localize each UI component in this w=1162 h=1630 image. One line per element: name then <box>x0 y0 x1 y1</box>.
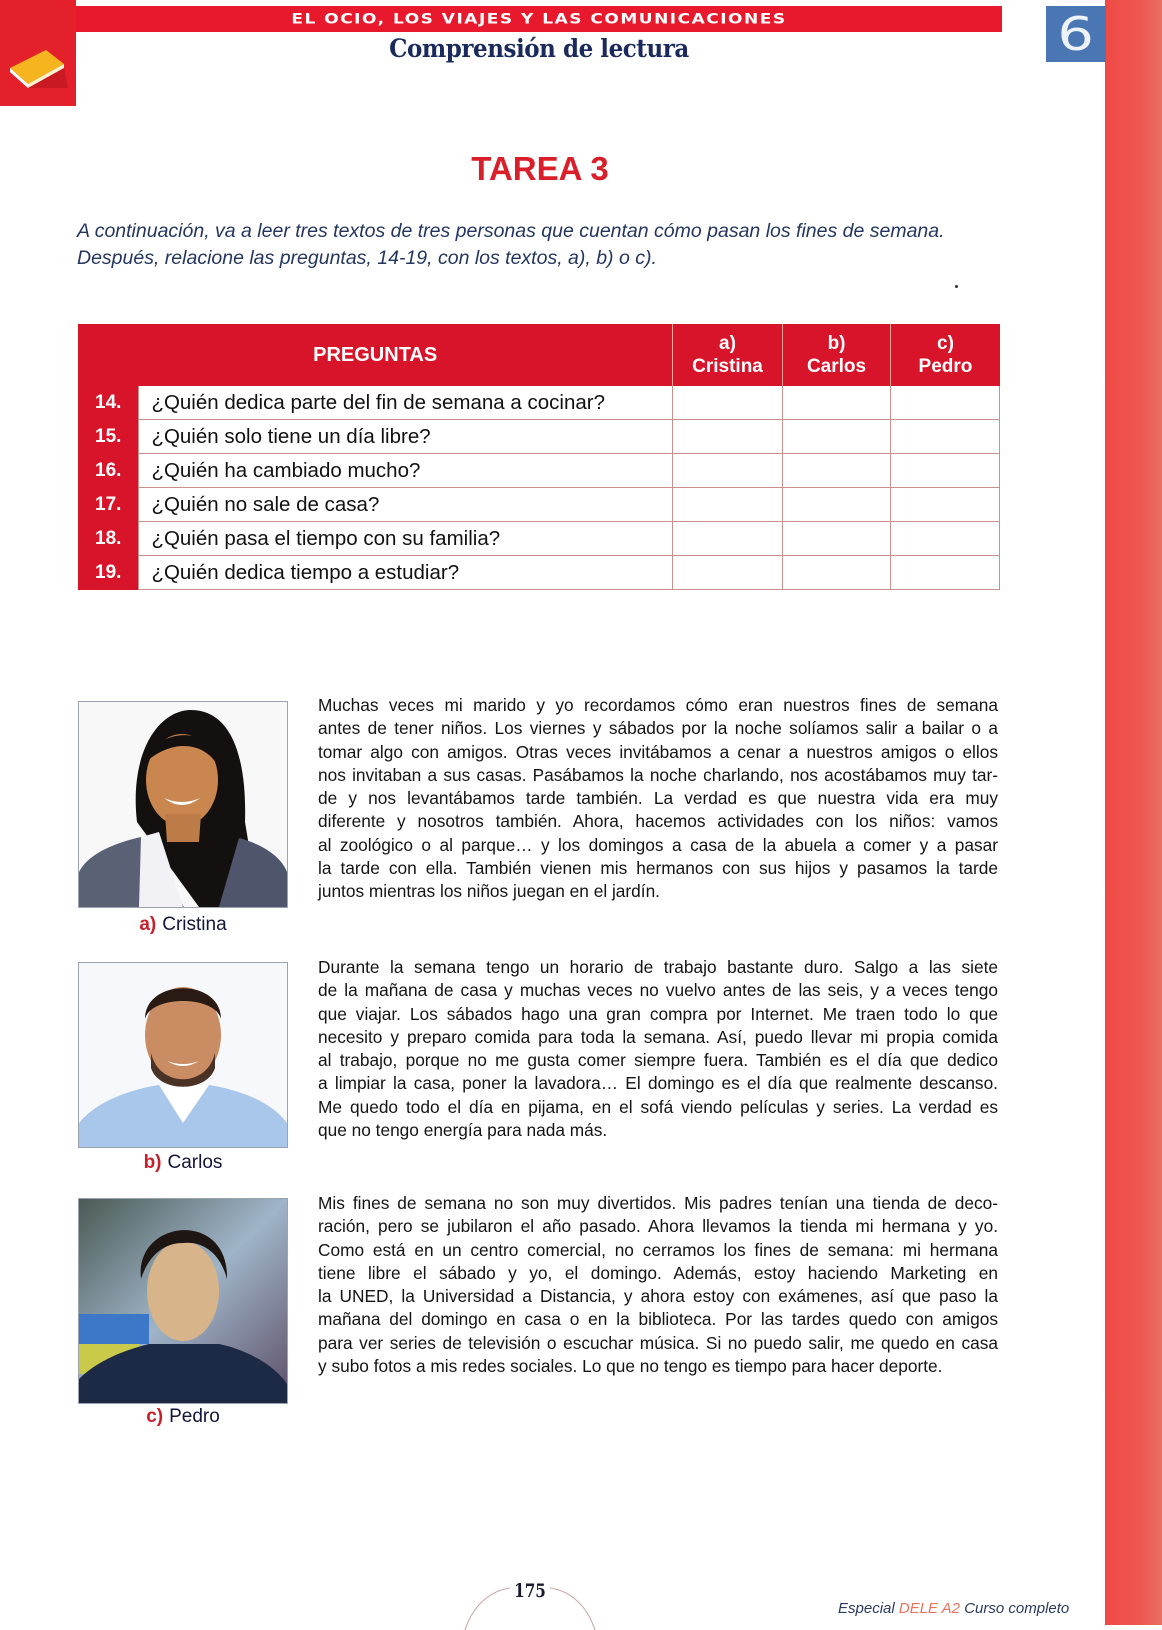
header-col-pedro: c) Pedro <box>891 324 1000 386</box>
table-row <box>78 420 1000 454</box>
story-line: la tarde con ella. También vienen mis hermanos con sus hijos y pasamos la tarde <box>318 858 998 879</box>
story-line: Me quedo todo el día en pijama, en el sofá viendo películas y series. La verdad es <box>318 1096 998 1117</box>
table-row <box>78 556 1000 590</box>
answer-cell-cristina[interactable] <box>673 420 782 454</box>
question-text: ¿Quién no sale de casa? <box>139 488 673 522</box>
answer-cell-pedro[interactable] <box>891 488 1000 522</box>
caption-letter: c) <box>146 1406 164 1427</box>
page-edge-stripe <box>1105 0 1162 1625</box>
table-row <box>78 386 1000 420</box>
table-row <box>78 454 1000 488</box>
book-icon-block <box>0 0 76 106</box>
table-row <box>78 522 1000 556</box>
stray-dot <box>955 285 958 288</box>
portrait-young-man-icon <box>79 1199 287 1403</box>
story-line: Como está en un centro comercial, no cerramos los fines de semana: mi hermana <box>318 1239 998 1260</box>
question-number: 19. <box>78 556 139 590</box>
story-line: que viajar. Los sábados hago una gran compra por Internet. Me traen todo lo que <box>318 1003 998 1024</box>
answer-cell-carlos[interactable] <box>782 522 891 556</box>
question-number: 16. <box>78 454 139 488</box>
story-line: ración, pero se jubilaron el año pasado. Ahora llevamos la tienda mi hermana y yo. <box>318 1216 998 1237</box>
caption-name: Pedro <box>169 1406 220 1427</box>
footer-brand: DELE A2 <box>898 1600 961 1617</box>
section-title: Comprensión de lectura <box>389 34 689 63</box>
story-line: juntos mientras los niños juegan en el jardín. <box>318 881 660 902</box>
answer-cell-carlos[interactable] <box>782 556 891 590</box>
footer-prefix: Especial <box>838 1600 895 1617</box>
unit-banner-text: EL OCIO, LOS VIAJES Y LAS COMUNICACIONES <box>291 10 787 28</box>
story-line: de la mañana de casa y muchas veces no vuelvo antes de las seis, y a veces tengo <box>318 980 998 1001</box>
story-line: Mis fines de semana no son muy divertidos. Mis padres tenían una tienda de deco- <box>318 1193 998 1213</box>
question-text: ¿Quién dedica parte del fin de semana a cocinar? <box>139 386 673 420</box>
book-icon <box>6 44 68 88</box>
caption-name: Cristina <box>162 914 227 935</box>
story-line: diferente y nosotros también. Ahora, hacemos actividades con los niños: vamos <box>318 811 998 832</box>
answer-cell-pedro[interactable] <box>891 386 1000 420</box>
unit-banner <box>76 6 1002 32</box>
header-preguntas: PREGUNTAS <box>78 324 673 386</box>
answer-cell-cristina[interactable] <box>673 522 782 556</box>
question-number: 17. <box>78 488 139 522</box>
story-line: a limpiar la casa, poner la lavadora… El domingo es el día que realmente descanso. <box>318 1073 998 1094</box>
answer-cell-pedro[interactable] <box>891 420 1000 454</box>
question-number: 18. <box>78 522 139 556</box>
caption-carlos <box>78 1152 288 1174</box>
story-line: la UNED, la Universidad a Distancia, y ahora estoy con exámenes, así que paso la <box>318 1286 998 1307</box>
story-line: que no tengo energía para nada más. <box>318 1120 608 1141</box>
answer-cell-cristina[interactable] <box>673 454 782 488</box>
story-line: tiene libre el sábado y yo, el domingo. Además, estoy haciendo Marketing en <box>318 1262 998 1283</box>
portrait-man-icon <box>79 963 287 1147</box>
story-line: nos invitaban a sus casas. Pasábamos la noche charlando, nos acostábamos muy tar- <box>318 764 998 785</box>
header-col-cristina: a) Cristina <box>673 324 782 386</box>
question-text: ¿Quién ha cambiado mucho? <box>139 454 673 488</box>
chapter-badge <box>1046 6 1106 62</box>
story-line: necesito y preparo comida para toda la semana. Así, puedo llevar mi propia comida <box>318 1026 998 1047</box>
answer-cell-pedro[interactable] <box>891 454 1000 488</box>
story-line: Durante la semana tengo un horario de trabajo bastante duro. Salgo a las siete <box>318 957 998 977</box>
answer-cell-cristina[interactable] <box>673 386 782 420</box>
photo-pedro <box>78 1198 288 1404</box>
story-line: para ver series de televisión o escuchar música. Si no puedo salir, me quedo en casa <box>318 1332 998 1353</box>
story-line: y subo fotos a mis redes sociales. Lo que no tengo es tiempo para hacer deporte. <box>318 1356 943 1377</box>
answer-cell-carlos[interactable] <box>782 488 891 522</box>
answer-cell-carlos[interactable] <box>782 420 891 454</box>
header-col-carlos: b) Carlos <box>782 324 891 386</box>
answer-cell-cristina[interactable] <box>673 488 782 522</box>
story-line: mañana del domingo en casa o en la biblioteca. Por las tardes quedo con amigos <box>318 1309 998 1330</box>
footer-suffix: Curso completo <box>964 1600 1070 1617</box>
question-text: ¿Quién dedica tiempo a estudiar? <box>139 556 673 590</box>
instruction-line: A continuación, va a leer tres textos de tres personas que cuentan cómo pasan los fines de semana. <box>77 220 945 242</box>
question-number: 14. <box>78 386 139 420</box>
page-number: 175 <box>514 1580 546 1602</box>
photo-carlos <box>78 962 288 1148</box>
story-line: tomar algo con amigos. Otras veces invitábamos a cenar a nuestros amigos o ellos <box>318 741 998 762</box>
table-header-row <box>78 324 1000 386</box>
questions-table <box>78 324 1000 590</box>
story-line: de y nos levantábamos tarde también. La verdad es que nuestra vida era muy <box>318 788 998 809</box>
question-text: ¿Quién solo tiene un día libre? <box>139 420 673 454</box>
question-number: 15. <box>78 420 139 454</box>
answer-cell-pedro[interactable] <box>891 556 1000 590</box>
answer-cell-carlos[interactable] <box>782 386 891 420</box>
photo-cristina <box>78 701 288 908</box>
caption-letter: a) <box>139 914 157 935</box>
answer-cell-pedro[interactable] <box>891 522 1000 556</box>
story-carlos <box>318 956 998 1142</box>
story-line: al trabajo, porque no me gusta comer siempre fuera. También es el día que dedico <box>318 1050 998 1071</box>
task-title: TAREA 3 <box>471 150 609 187</box>
story-line: Muchas veces mi marido y yo recordamos cómo eran nuestros fines de semana <box>318 695 998 715</box>
story-line: al zoológico o al parque… y los domingos a casa de la abuela a comer y a pasar <box>318 834 998 855</box>
caption-pedro <box>78 1406 288 1428</box>
answer-cell-carlos[interactable] <box>782 454 891 488</box>
portrait-woman-icon <box>79 702 287 907</box>
task-instructions <box>77 218 1007 272</box>
caption-letter: b) <box>143 1152 162 1173</box>
caption-cristina <box>78 914 288 936</box>
story-cristina <box>318 694 998 904</box>
story-line: antes de tener niños. Los viernes y sábados por la noche solíamos salir a bailar o a <box>318 718 998 739</box>
footer-book-title <box>838 1600 1069 1617</box>
instruction-line: Después, relacione las preguntas, 14-19, con los textos, a), b) o c). <box>77 247 657 269</box>
story-pedro <box>318 1192 998 1378</box>
answer-cell-cristina[interactable] <box>673 556 782 590</box>
question-text: ¿Quién pasa el tiempo con su familia? <box>139 522 673 556</box>
caption-name: Carlos <box>167 1152 223 1173</box>
chapter-number: 6 <box>1057 7 1095 61</box>
table-row <box>78 488 1000 522</box>
